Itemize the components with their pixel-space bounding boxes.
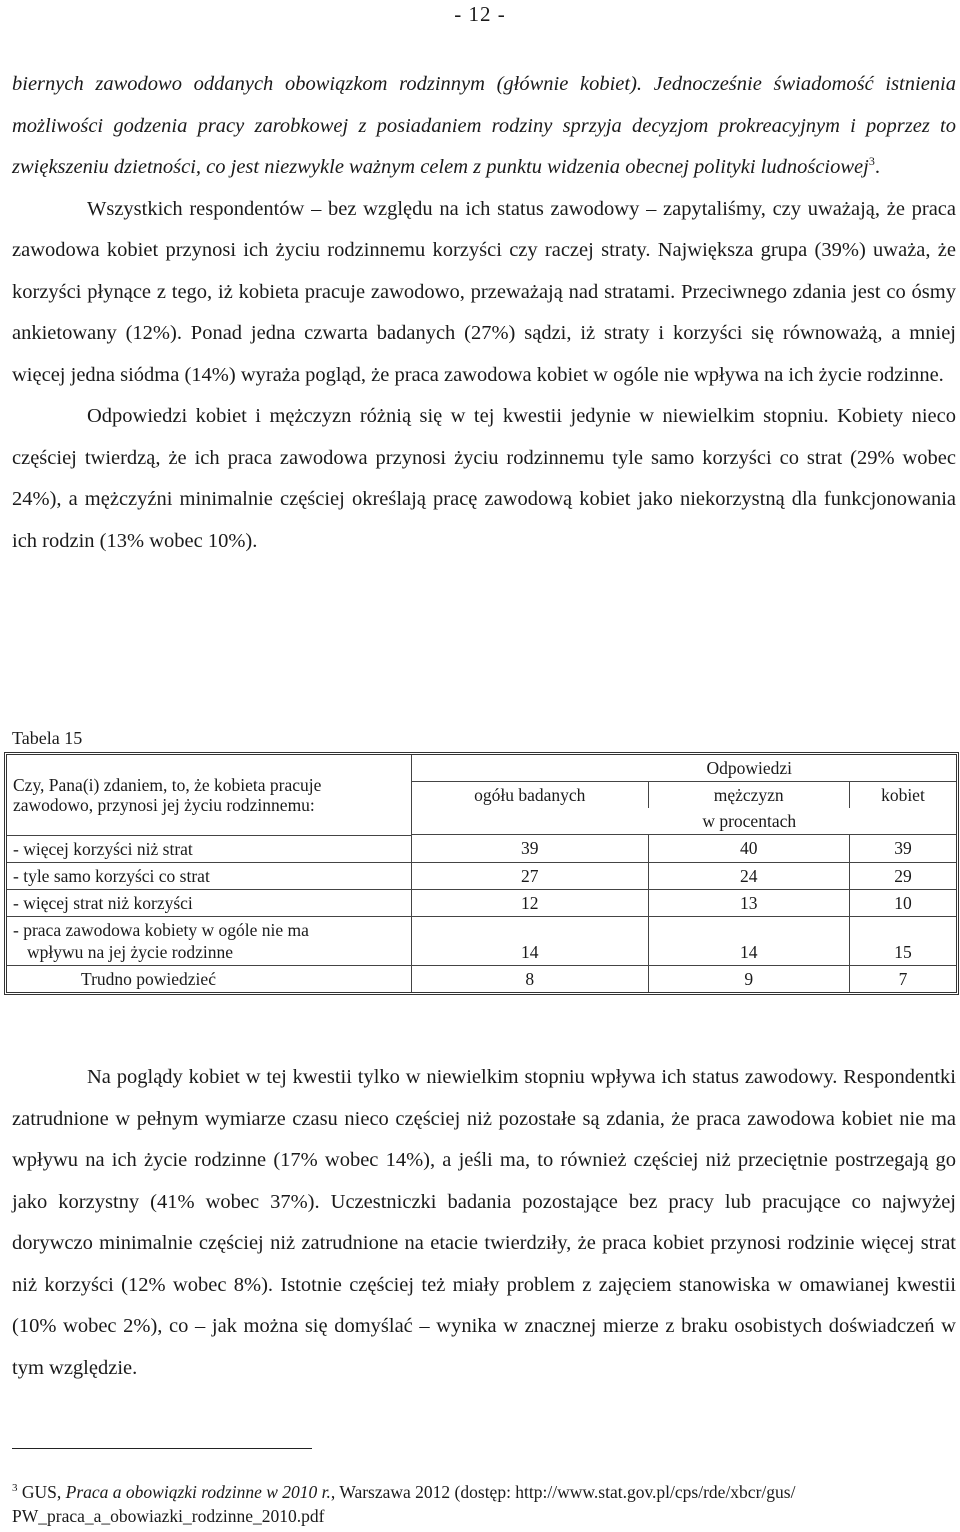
- footnote-marker: 3: [12, 1482, 18, 1495]
- row-label: [7, 917, 412, 966]
- cell-all: 39: [412, 835, 649, 863]
- paragraph-4: Na poglądy kobiet w tej kwestii tylko w niewielkim stopniu wpływa ich status zawodowy. Respondentki zatrudnione w pełnym wymiarze czasu nieco częściej niż pozostałe są zdania, że praca zawodowa kobiet nie ma wpływu na ich życie rodzinne (17% wobec 14%), a jeśli ma, to również częściej niż przeciętnie postrzegają go jako korzystny (41% wobec 37%). Uczestniczki badania pozostające bez pracy lub pracujące co najwyżej dorywczo minimalnie częściej niż zatrudnione na etacie twierdziły, że praca kobiet przynosi rodzinie więcej strat niż korzyści (12% wobec 8%). Istotnie częściej też miały problem z zajęciem stanowiska w omawianej kwestii (10% wobec 2%), co – jak można się domyślać – wynika w znacznej mierze z braku osobistych doświadczeń w tym względzie.: [12, 1066, 956, 1379]
- cell-men: 9: [649, 966, 850, 992]
- paragraph-1-end: .: [874, 156, 880, 178]
- col-header-men: mężczyzn: [649, 781, 850, 808]
- row-label-line-1: - praca zawodowa kobiety w ogóle nie ma: [13, 920, 309, 940]
- footnote-ref[interactable]: 3: [868, 154, 875, 169]
- results-table: [4, 752, 959, 995]
- paragraph-1-italic-text: biernych zawodowo oddanych obowiązkom rodzinnym (głównie kobiet). Jednocześnie świadomość istnienia możliwości godzenia pracy zarobkowej z posiadaniem rodziny sprzyja decyzjom prokreacyjnym i poprzez to zwiększeniu dzietności, co jest niezwykle ważnym celem z punktu widzenia: [12, 73, 956, 178]
- table-row: [7, 966, 956, 992]
- table-header-row-1: [7, 755, 956, 781]
- unit-label: w procentach: [649, 808, 850, 835]
- paragraph-3: Odpowiedzi kobiet i mężczyzn różnią się w tej kwestii jedynie w niewielkim stopniu. Kobiety nieco częściej twierdzą, że ich praca zawodowa przynosi życiu rodzinnemu tyle samo korzyści co strat (29% wobec 24%), a mężczyźni minimalnie częściej określają pracę zawodową kobiet jako niekorzystną dla funkcjonowania ich rodzin (13% wobec 10%).: [12, 405, 956, 552]
- cell-all: 14: [412, 917, 649, 966]
- cell-men: 24: [649, 863, 850, 890]
- footnote-source[interactable]: , Warszawa 2012 (dostęp: http://www.stat.gov.pl/cps/rde/xbcr/gus/ PW_praca_a_obowiazki_rodzinne_2010.pdf: [12, 1482, 796, 1526]
- page-number: - 12 -: [454, 2, 506, 26]
- policy-phrase: obecnej polityki ludnościowej: [625, 156, 869, 178]
- table-row: [7, 863, 956, 890]
- cell-men: 13: [649, 890, 850, 917]
- footnote-divider: [12, 1448, 312, 1449]
- cell-all: 27: [412, 863, 649, 890]
- unit-spacer: [412, 808, 649, 835]
- paragraph-1: [12, 64, 956, 189]
- unit-spacer: [850, 808, 956, 835]
- row-label: - więcej korzyści niż strat: [7, 835, 412, 863]
- row-label: - tyle samo korzyści co strat: [7, 863, 412, 890]
- table-row: [7, 835, 956, 863]
- row-label: - więcej strat niż korzyści: [7, 890, 412, 917]
- header-group: Odpowiedzi: [706, 757, 792, 778]
- cell-men: 14: [649, 917, 850, 966]
- footnote-prefix: GUS,: [17, 1482, 66, 1502]
- cell-women: 29: [850, 863, 956, 890]
- question-cell: Czy, Pana(i) zdaniem, to, że kobieta pracuje zawodowo, przynosi jej życiu rodzinnemu:: [7, 755, 412, 835]
- table-row: [7, 890, 956, 917]
- cell-women: 39: [850, 835, 956, 863]
- footnote: [12, 1480, 956, 1528]
- col-header-all: ogółu badanych: [412, 781, 649, 808]
- footnote-title: Praca a obowiązki rodzinne w 2010 r.: [65, 1482, 331, 1502]
- cell-women: 10: [850, 890, 956, 917]
- cell-all: 12: [412, 890, 649, 917]
- cell-women: 15: [850, 917, 956, 966]
- table-row: [7, 917, 956, 966]
- cell-men: 40: [649, 835, 850, 863]
- table-caption: Tabela 15: [12, 728, 83, 748]
- cell-all: 8: [412, 966, 649, 992]
- row-label-line-2: wpływu na jej życie rodzinne: [27, 942, 234, 962]
- cell-women: 7: [898, 968, 908, 989]
- header-spacer: [412, 755, 649, 781]
- paragraph-2: Wszystkich respondentów – bez względu na ich status zawodowy – zapytaliśmy, czy uważają, że praca zawodowa kobiet przynosi ich życiu rodzinnemu korzyści czy raczej straty. Największa grupa (39%) uważa, że korzyści płynące z tego, iż kobieta pracuje zawodowo, przeważają nad stratami. Przeciwnego zdania jest co ósmy ankietowany (12%). Ponad jedna czwarta badanych (27%) sądzi, iż straty i korzyści się równoważą, a mniej więcej jedna siódma (14%) wyraża pogląd, że praca zawodowa kobiet w ogóle nie wpływa na ich życie rodzinne.: [12, 197, 956, 386]
- text-block-top: [12, 64, 956, 562]
- col-header-women: kobiet: [850, 781, 956, 808]
- text-block-bottom: [12, 1057, 956, 1389]
- row-label: Trudno powiedzieć: [7, 966, 412, 992]
- header-spacer: [850, 755, 956, 781]
